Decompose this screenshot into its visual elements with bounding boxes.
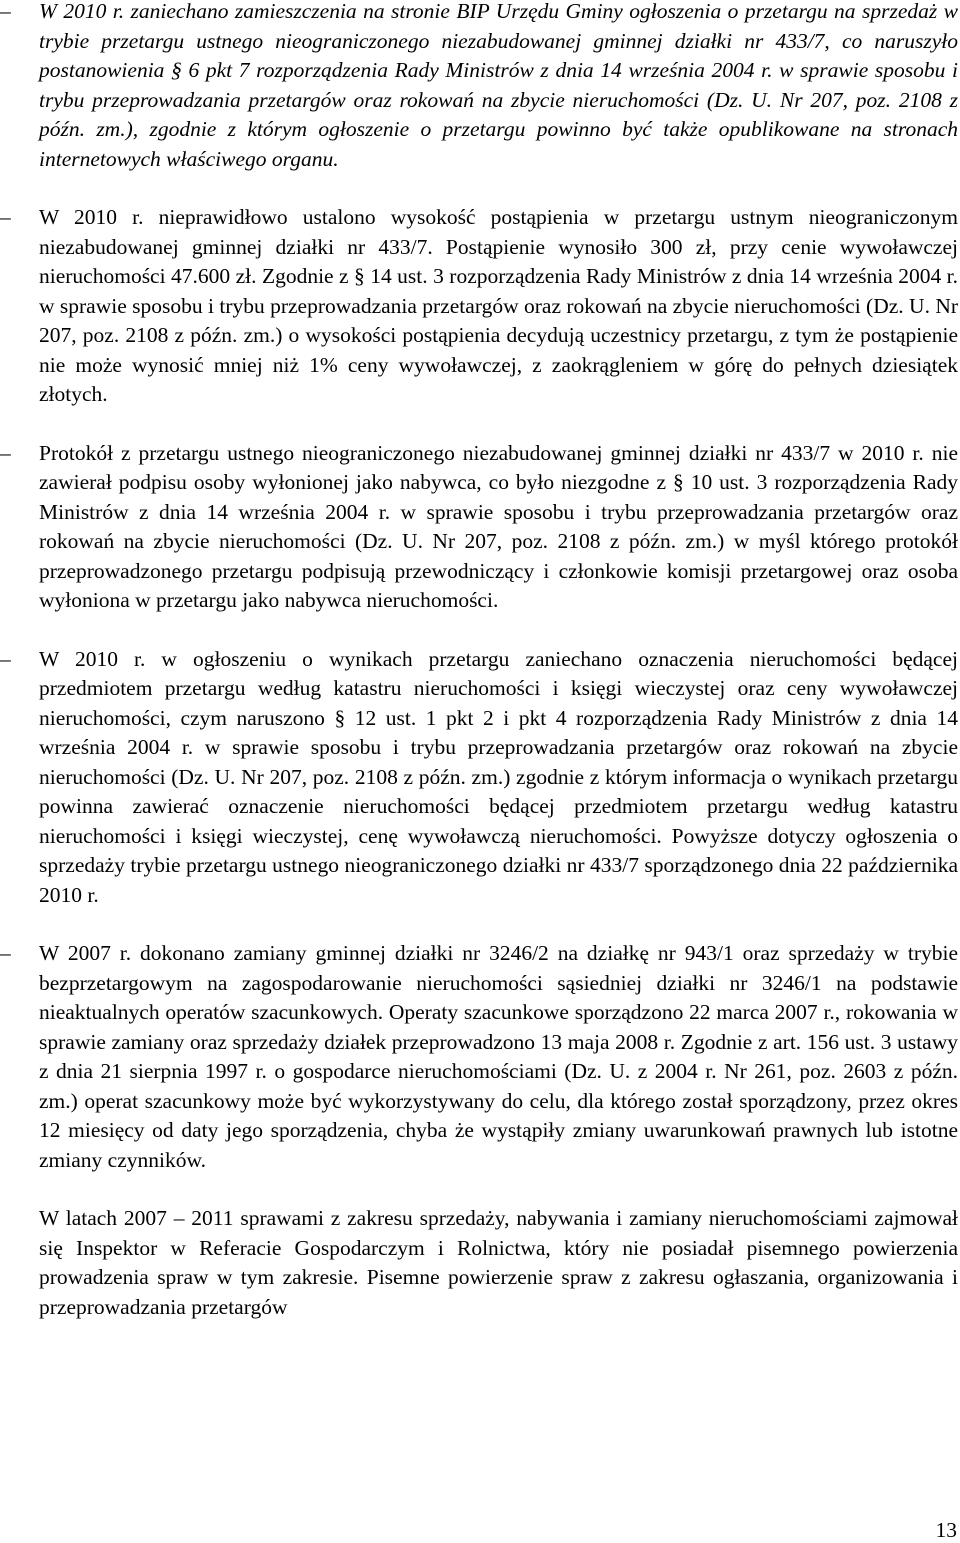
list-dash: – (0, 941, 11, 965)
list-item (0, 203, 958, 410)
list-item (0, 0, 958, 174)
list-item (0, 939, 958, 1175)
list-dash: – (0, 646, 11, 671)
list-dash: – (0, 205, 11, 229)
list-item-text: W 2010 r. zaniechano zamieszczenia na stronie BIP Urzędu Gminy ogłoszenia o przetargu na sprzedaż w trybie przetargu ustnego nieograniczonego niezabudowanej gminnej działki nr 433/7, co naruszyło postanowienia § 6 pkt 7 rozporządzenia Rady Ministrów z dnia 14 września 2004 r. w sprawie sposobu i trybu przeprowadzania przetargów oraz rokowań na zbycie nieruchomości (Dz. U. Nr 207, poz. 2108 z późn. zm.), zgodnie z którym ogłoszenie o przetargu powinno być także opublikowane na stronach internetowych właściwego organu. (39, 0, 958, 171)
list-item-text: W 2010 r. nieprawidłowo ustalono wysokość postąpienia w przetargu ustnym nieograniczonym niezabudowanej gminnej działki nr 433/7. Postąpienie wynosiło 300 zł, przy cenie wywoławczej nieruchomości 47.600 zł. Zgodnie z § 14 ust. 3 rozporządzenia Rady Ministrów z dnia 14 września 2004 r. w sprawie sposobu i trybu przeprowadzania przetargów oraz rokowań na zbycie nieruchomości (Dz. U. Nr 207, poz. 2108 z późn. zm.) o wysokości postąpienia decydują uczestnicy przetargu, z tym że postąpienie nie może wynosić mniej niż 1% ceny wywoławczej, z zaokrągleniem w górę do pełnych dziesiątek złotych. (39, 205, 958, 406)
list-item (0, 645, 958, 911)
list-item-text: Protokół z przetargu ustnego nieograniczonego niezabudowanej gminnej działki nr 433/7 w 2010 r. nie zawierał podpisu osoby wyłonionej jako nabywca, co było niezgodne z § 10 ust. 3 rozporządzenia Rady Ministrów z dnia 14 września 2004 r. w sprawie sposobu i trybu przeprowadzania przetargów oraz rokowań na zbycie nieruchomości (Dz. U. Nr 207, poz. 2108 z późn. zm.) w myśl którego protokół przeprowadzonego przetargu podpisują przewodniczący i członkowie komisji przetargowej oraz osoba wyłoniona w przetargu jako nabywca nieruchomości. (39, 440, 958, 612)
list-dash: – (0, 0, 11, 23)
list-item-text: W 2007 r. dokonano zamiany gminnej działki nr 3246/2 na działkę nr 943/1 oraz sprzedaży w trybie bezprzetargowym na zagospodarowanie nieruchomości sąsiedniej działki nr 3246/1 na podstawie nieaktualnych operatów szacunkowych. Operaty szacunkowe sporządzono 22 marca 2007 r., rokowania w sprawie zamiany oraz sprzedaży działek przeprowadzono 13 maja 2008 r. Zgodnie z art. 156 ust. 3 ustawy z dnia 21 sierpnia 1997 r. o gospodarce nieruchomościami (Dz. U. z 2004 r. Nr 261, poz. 2603 z późn. zm.) operat szacunkowy może być wykorzystywany do celu, dla którego został sporządzony, przez okres 12 miesięcy od daty jego sporządzenia, chyba że wystąpiły zmiany uwarunkowań prawnych lub istotne zmiany czynników. (39, 941, 958, 1172)
closing-paragraph: W latach 2007 – 2011 sprawami z zakresu sprzedaży, nabywania i zamiany nieruchomościami zajmował się Inspektor w Referacie Gospodarczym i Rolnictwa, który nie posiadał pisemnego powierzenia prowadzenia spraw w tym zakresie. Pisemne powierzenie spraw z zakresu ogłaszania, organizowania i przeprowadzania przetargów (39, 1206, 958, 1319)
page-number: 13 (935, 1518, 957, 1542)
list-dash: – (0, 440, 11, 465)
list-item (0, 439, 958, 616)
list-item-text: W 2010 r. w ogłoszeniu o wynikach przetargu zaniechano oznaczenia nieruchomości będącej przedmiotem przetargu według katastru nieruchomości i księgi wieczystej oraz ceny wywoławczej nieruchomości, czym naruszono § 12 ust. 1 pkt 2 i pkt 4 rozporządzenia Rady Ministrów z dnia 14 września 2004 r. w sprawie sposobu i trybu przeprowadzania przetargów oraz rokowań na zbycie nieruchomości (Dz. U. Nr 207, poz. 2108 z późn. zm.) zgodnie z którym informacja o wynikach przetargu powinna zawierać oznaczenie nieruchomości będącej przedmiotem przetargu według katastru nieruchomości i księgi wieczystej, cenę wywoławczą nieruchomości. Powyższe dotyczy ogłoszenia o sprzedaży trybie przetargu ustnego nieograniczonego działki nr 433/7 sporządzonego dnia 22 października 2010 r. (39, 646, 958, 907)
